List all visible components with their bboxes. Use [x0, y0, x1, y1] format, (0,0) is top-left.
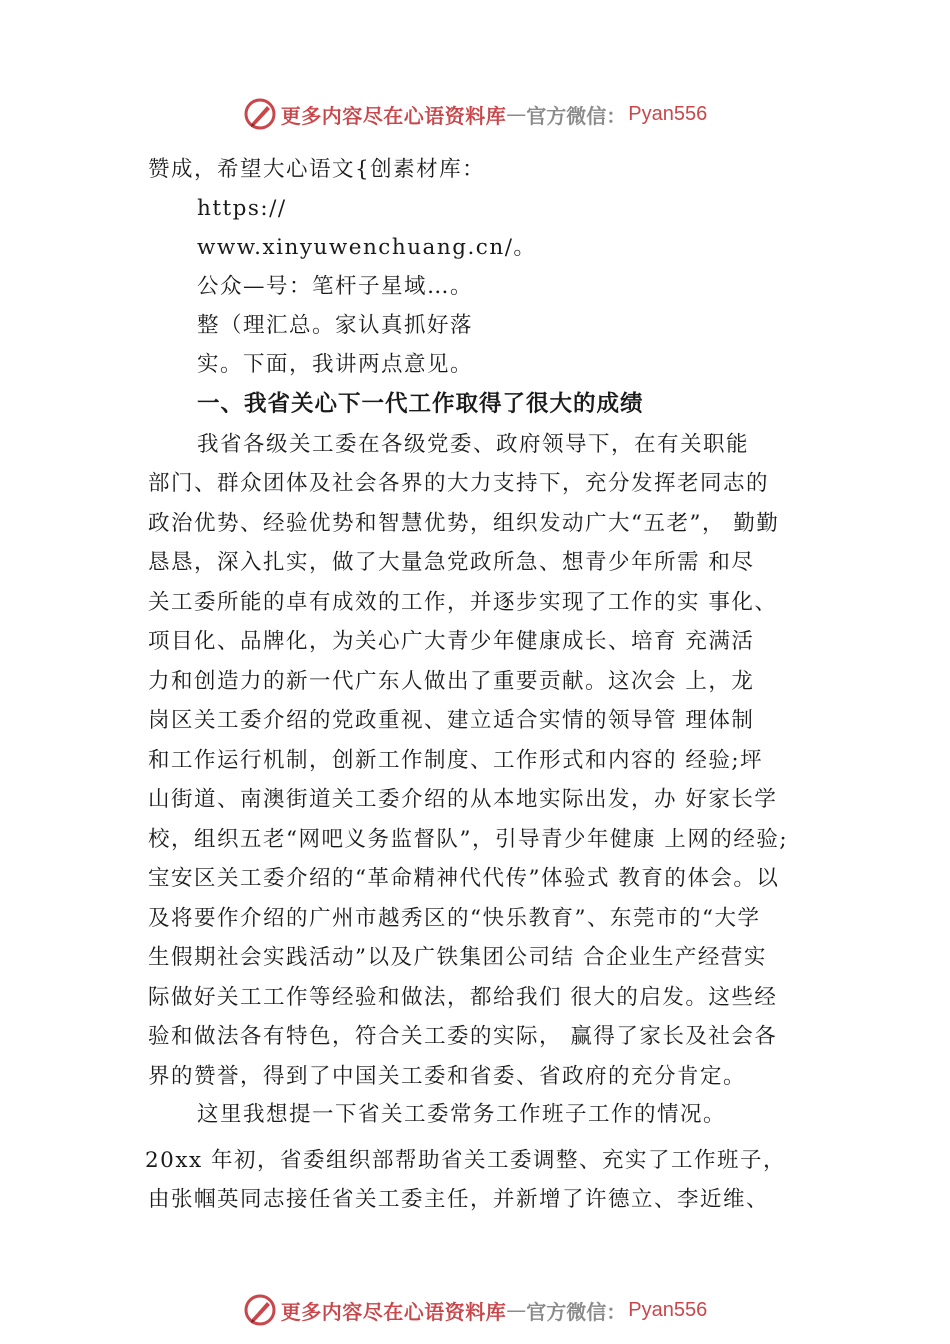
- text-line: https://: [197, 196, 287, 221]
- text-line: 宝安区关工委介绍的“革命精神代代传”体验式 教育的体会。以: [148, 866, 780, 891]
- text-line: 及将要作介绍的广州市越秀区的“快乐教育”、东莞市的“大学: [148, 906, 761, 931]
- text-line: 公众—号：笔杆子星域…。: [197, 274, 474, 299]
- text-line: 验和做法各有特色，符合关工委的实际， 赢得了家长及社会各: [148, 1024, 778, 1049]
- section-heading: 一、我省关心下一代工作取得了很大的成绩: [197, 391, 644, 417]
- banner-wechat-id: Pyan556: [628, 1298, 708, 1321]
- banner-wechat-id: Pyan556: [628, 102, 708, 125]
- text-line: 际做好关工工作等经验和做法，都给我们 很大的启发。这些经: [148, 985, 778, 1010]
- banner-title: 更多内容尽在心语资料库: [280, 1299, 507, 1324]
- footer-banner: [0, 1290, 950, 1330]
- header-banner: [0, 94, 950, 134]
- text-line: 政治优势、经验优势和智慧优势，组织发动广大“五老”， 勤勤: [148, 511, 780, 536]
- text-line: 部门、群众团体及社会各界的大力支持下，充分发挥老同志的: [148, 471, 770, 496]
- text-line: 生假期社会实践活动”以及广铁集团公司结 合企业生产经营实: [148, 945, 767, 970]
- banner-wechat-label: 官方微信：: [526, 103, 627, 128]
- text-line: 20xx 年初，省委组织部帮助省关工委调整、充实了工作班子，: [145, 1148, 786, 1173]
- text-line: 实。下面，我讲两点意见。: [197, 352, 474, 377]
- text-line: 这里我想提一下省关工委常务工作班子工作的情况。: [197, 1102, 727, 1127]
- text-line: 恳恳，深入扎实，做了大量急党政所急、想青少年所需 和尽: [148, 550, 755, 575]
- text-line: 关工委所能的卓有成效的工作，并逐步实现了工作的实 事化、: [148, 590, 778, 615]
- banner-separator: —: [506, 102, 527, 126]
- text-line: 由张帼英同志接任省关工委主任，并新增了许德立、李近维、: [148, 1187, 770, 1212]
- text-line: 和工作运行机制，创新工作制度、工作形式和内容的 经验;坪: [148, 748, 764, 773]
- text-line: 校，组织五老“网吧义务监督队”，引导青少年健康 上网的经验;: [148, 827, 789, 852]
- text-line: 我省各级关工委在各级党委、政府领导下，在有关职能: [197, 432, 750, 457]
- banner-separator: —: [506, 1298, 527, 1322]
- text-line: 项目化、品牌化，为关心广大青少年健康成长、培育 充满活: [148, 629, 755, 654]
- text-line: 山街道、南澳街道关工委介绍的从本地实际出发，办 好家长学: [148, 787, 778, 812]
- text-line: 力和创造力的新一代广东人做出了重要贡献。这次会 上，龙: [148, 669, 755, 694]
- text-line: 界的赞誉，得到了中国关工委和省委、省政府的充分肯定。: [148, 1064, 747, 1089]
- pen-logo-icon: [243, 97, 277, 131]
- pen-logo-icon: [243, 1293, 277, 1327]
- text-line: 赞成，希望大心语文{创素材库：: [148, 157, 486, 182]
- banner-title: 更多内容尽在心语资料库: [280, 103, 507, 128]
- text-line: 整（理汇总。家认真抓好落: [197, 313, 474, 338]
- text-line: www.xinyuwenchuang.cn/。: [197, 235, 537, 260]
- text-line: 岗区关工委介绍的党政重视、建立适合实情的领导管 理体制: [148, 708, 755, 733]
- banner-wechat-label: 官方微信：: [526, 1299, 627, 1324]
